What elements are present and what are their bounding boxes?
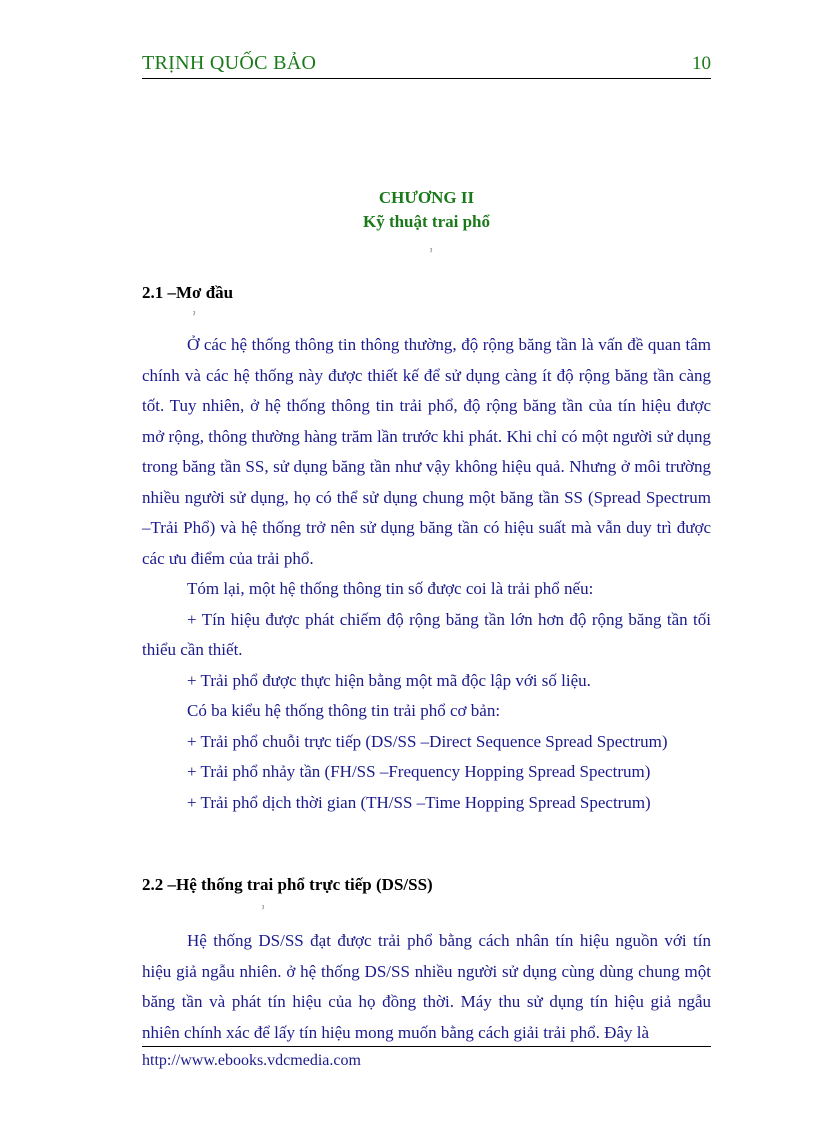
footer-url-link[interactable]: http://www.ebooks.vdcmedia.com [142, 1052, 361, 1069]
paragraph: Tóm lại, một hệ thống thông tin số được coi là trải phổ nếu: [187, 579, 594, 598]
footer-divider [142, 1046, 711, 1047]
section-2-2-heading: 2.2 –Hệ thống trai phổ trực tiếp (DS/SS) [142, 875, 433, 894]
section-2-2-body [142, 926, 711, 1048]
chapter-title: Kỹ thuật trai phổ [362, 212, 491, 231]
paragraph: Hệ thống DS/SS đạt được trải phổ bằng cách nhân tín hiệu nguồn với tín hiệu giả ngẫu nhiên. ở hệ thống DS/SS nhiều người sử dụng cùng dùng chung một băng tần và phát tín hiệu của họ đồng thời. Máy thu sử dụng tín hiệu giả ngẫu nhiên chính xác để lấy tín hiệu mong muốn bằng cách giải trải phổ. Đây là [142, 931, 711, 1042]
stray-mark: ˀ [193, 310, 196, 320]
chapter-label: CHƯƠNG II [378, 188, 475, 207]
list-item: + Trải phổ nhảy tần (FH/SS –Frequency Hopping Spread Spectrum) [187, 762, 651, 781]
chapter-heading [142, 186, 711, 234]
page-header [142, 52, 711, 79]
list-item: + Trải phổ được thực hiện bằng một mã độc lập với số liệu. [187, 670, 591, 690]
stray-mark: ˀ [262, 904, 265, 914]
section-2-1-heading: 2.1 –Mơ đầu [142, 283, 234, 302]
list-item: + Trải phổ dịch thời gian (TH/SS –Time Hopping Spread Spectrum) [187, 792, 651, 812]
header-author: TRỊNH QUỐC BẢO [142, 52, 317, 74]
paragraph: + Tín hiệu được phát chiếm độ rộng băng tần lớn hơn độ rộng băng tần tối thiểu cần thiết. [142, 609, 711, 659]
section-2-1-body [142, 330, 711, 818]
paragraph: Có ba kiểu hệ thống thông tin trải phổ cơ bản: [187, 701, 501, 720]
paragraph: Ở các hệ thống thông tin thông thường, độ rộng băng tần là vấn đề quan tâm chính và các hệ thống này được thiết kế để sử dụng càng ít độ rộng băng tần càng tốt. Tuy nhiên, ở hệ thống thông tin trải phổ, độ rộng băng tần của tín hiệu được mở rộng, thông thường hàng trăm lần trước khi phát. Khi chỉ có một người sử dụng trong băng tần SS, sử dụng băng tần như vậy không hiệu quả. Nhưng ở môi trường nhiều người sử dụng, họ có thể sử dụng chung một băng tần SS (Spread Spectrum –Trải Phổ) và hệ thống trở nên sử dụng băng tần có hiệu suất mà vẫn duy trì được các ưu điểm của trải phổ. [142, 335, 711, 568]
stray-mark: ˀ [430, 247, 433, 257]
list-item: + Trải phổ chuỗi trực tiếp (DS/SS –Direct Sequence Spread Spectrum) [187, 731, 668, 751]
header-page-number: 10 [692, 53, 711, 74]
